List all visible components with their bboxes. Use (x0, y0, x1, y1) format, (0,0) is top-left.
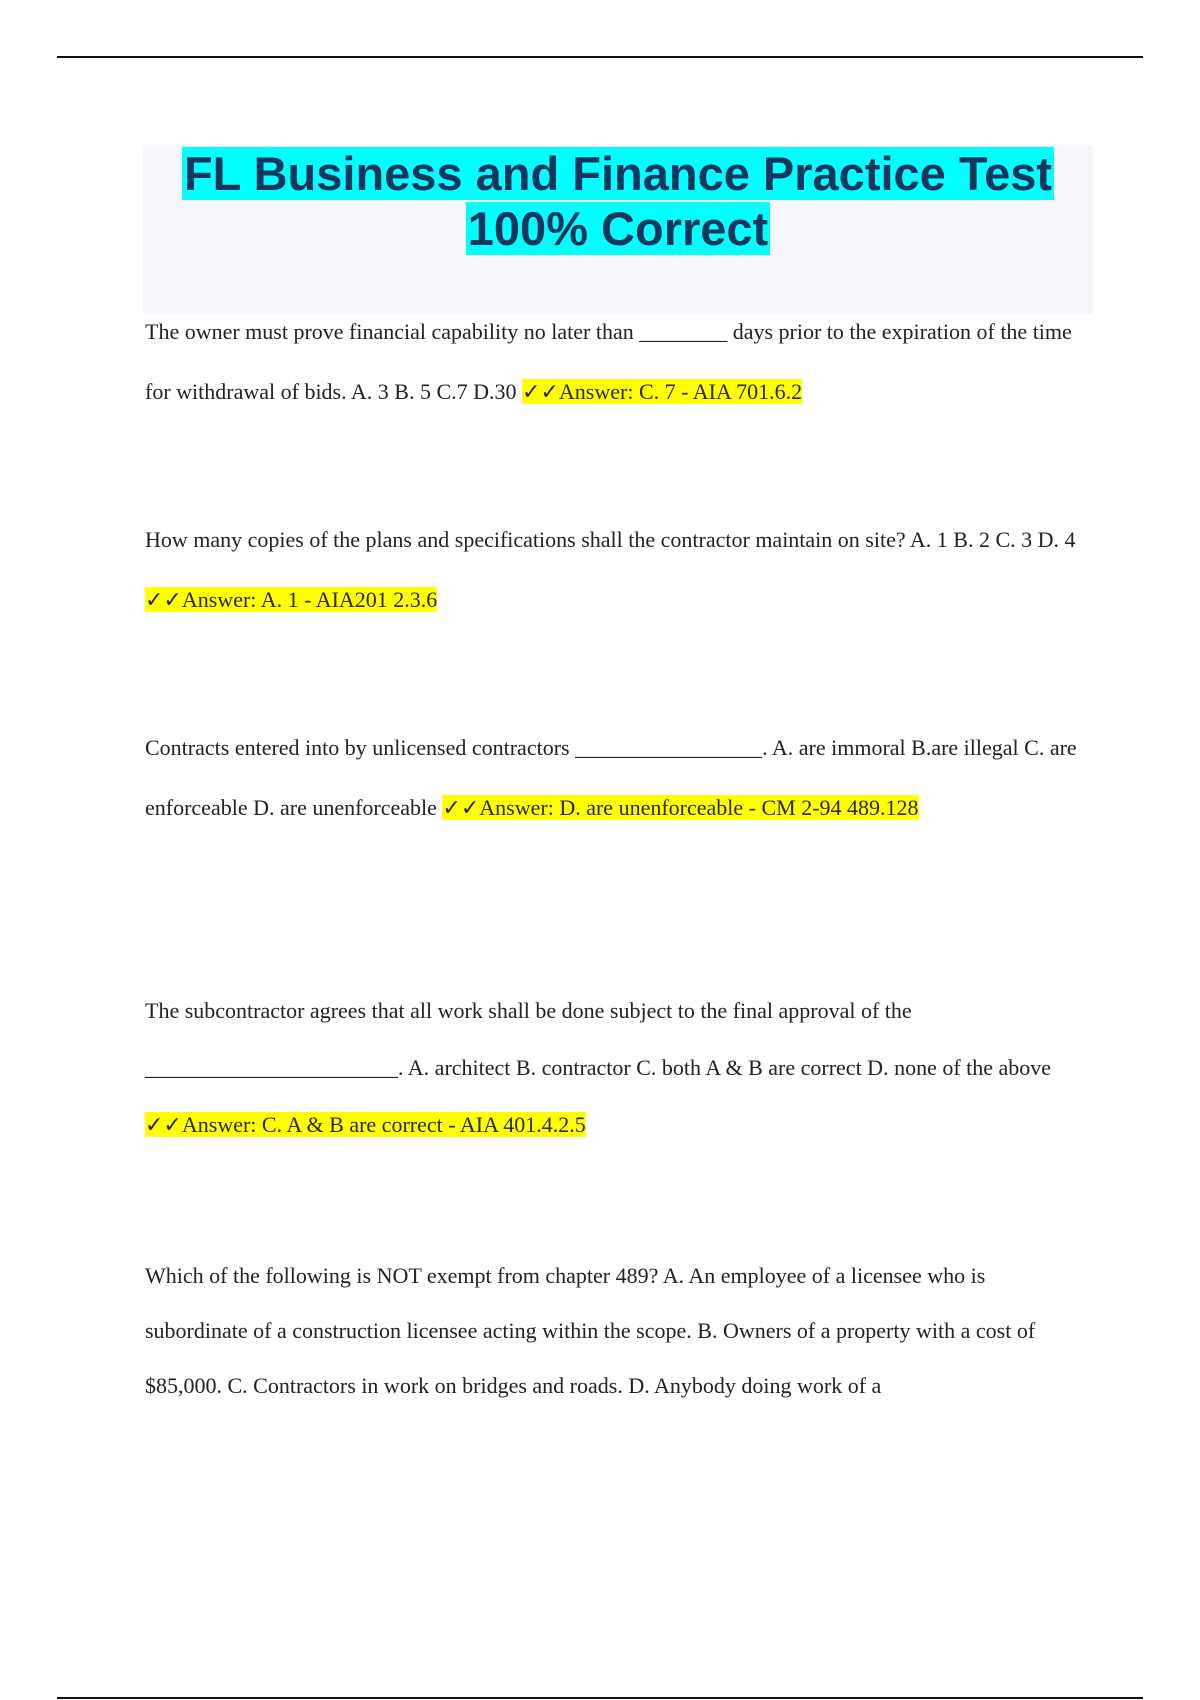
title-line-1: FL Business and Finance Practice Test (183, 147, 1053, 200)
answer-4: ✓✓Answer: C. A & B are correct - AIA 401.4.2.5 (145, 1112, 586, 1137)
answer-2: ✓✓Answer: A. 1 - AIA201 2.3.6 (145, 587, 438, 612)
question-3 (145, 718, 1090, 838)
question-2-text: How many copies of the plans and specifications shall the contractor maintain on site? A. 1 B. 2 C. 3 D. 4 (145, 527, 1076, 552)
question-1 (145, 302, 1090, 422)
bottom-rule (57, 1697, 1143, 1699)
top-rule (57, 56, 1143, 58)
title-line-2: 100% Correct (467, 202, 769, 255)
question-4 (145, 982, 1090, 1153)
question-2 (145, 510, 1090, 630)
question-4-text: The subcontractor agrees that all work shall be done subject to the final approval of the _______________________. A. architect B. contractor C. both A & B are correct D. none of the above (145, 998, 1052, 1080)
question-3-text: Contracts entered into by unlicensed contractors _________________. A. are immoral B.are illegal C. are enforceable D. are unenforceable (145, 735, 1077, 820)
question-5 (145, 1248, 1090, 1413)
answer-3: ✓✓Answer: D. are unenforceable - CM 2-94 489.128 (442, 795, 919, 820)
page-title (143, 146, 1093, 256)
title-banner (143, 146, 1093, 314)
question-5-text: Which of the following is NOT exempt from chapter 489? A. An employee of a licensee who is subordinate of a construction licensee acting within the scope. B. Owners of a property with a cost of $85,000. C. Contractors in work on bridges and roads. D. Anybody doing work of a (145, 1263, 1036, 1398)
question-1-text: The owner must prove financial capability no later than ________ days prior to the expiration of the time for withdrawal of bids. A. 3 B. 5 C.7 D.30 (145, 319, 1072, 404)
answer-1: ✓✓Answer: C. 7 - AIA 701.6.2 (522, 379, 803, 404)
